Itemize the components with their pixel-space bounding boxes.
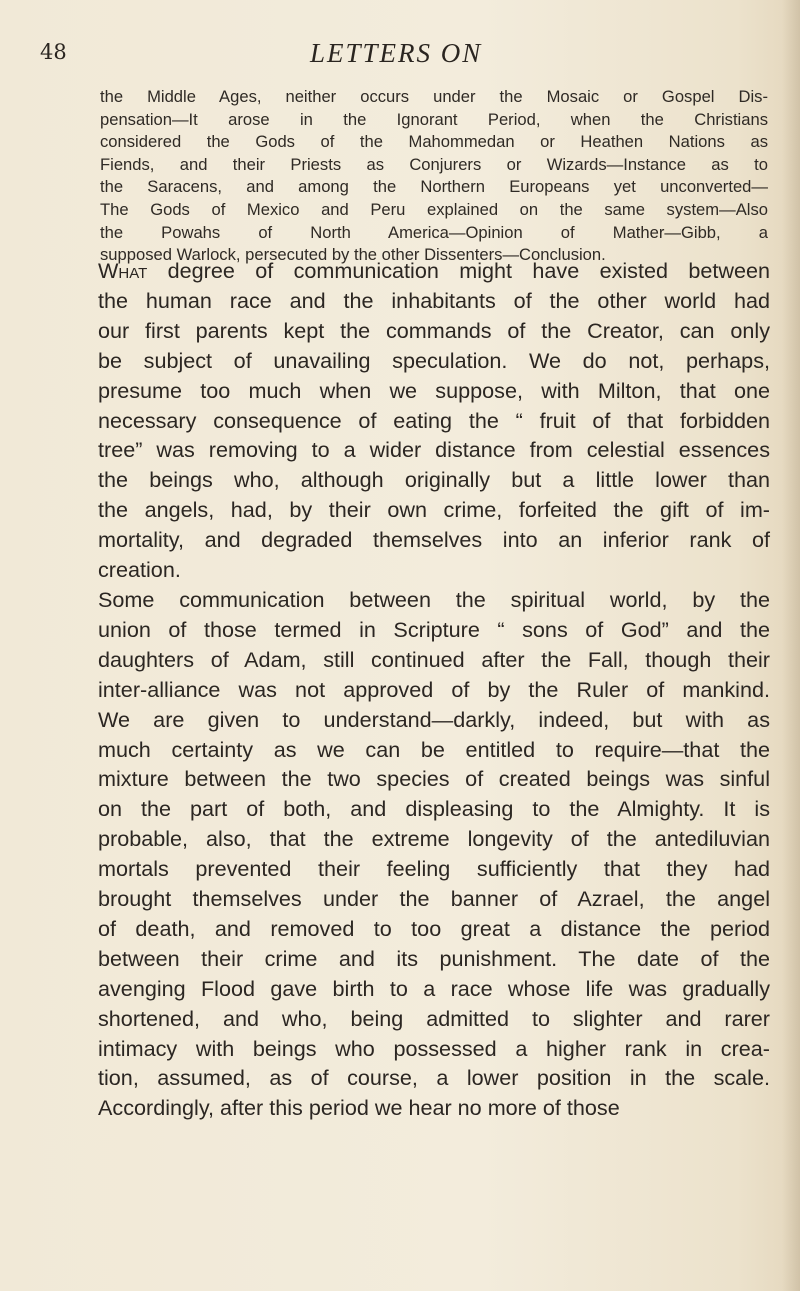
paragraph-line: tree” was removing to a wider distance from celestial essences [98, 437, 770, 463]
paragraph-line: shortened, and who, being admitted to slighter and rarer [98, 1005, 770, 1031]
paragraph-1 [98, 256, 770, 585]
paragraph-line: our first parents kept the commands of the Creator, can only [98, 317, 770, 343]
paragraph-line: on the part of both, and displeasing to the Almighty. It is [98, 796, 770, 822]
page-edge-shadow [782, 0, 800, 1291]
paragraph-line: necessary consequence of eating the “ fruit of that forbidden [98, 407, 770, 433]
paragraph-2 [98, 585, 770, 1123]
paragraph-line: mortality, and degraded themselves into an inferior rank of [98, 527, 770, 553]
paragraph-line: tion, assumed, as of course, a lower position in the scale. [98, 1065, 770, 1091]
paragraph-line: brought themselves under the banner of Azrael, the angel [98, 886, 770, 912]
synopsis-line: the Middle Ages, neither occurs under the Mosaic or Gospel Dis- [100, 87, 768, 106]
paragraph-line: Accordingly, after this period we hear no more of those [98, 1095, 620, 1121]
synopsis-line: Fiends, and their Priests as Conjurers or Wizards—Instance as to [100, 154, 768, 174]
paragraph-line: union of those termed in Scripture “ sons of God” and the [98, 616, 770, 642]
page-number: 48 [40, 40, 67, 64]
paragraph-line: of death, and removed to too great a distance the period [98, 915, 770, 941]
running-title: LETTERS ON [310, 38, 483, 68]
opening-word: What [98, 258, 148, 283]
chapter-synopsis [100, 86, 768, 267]
paragraph-line: presume too much when we suppose, with Milton, that one [98, 377, 770, 403]
paragraph-line: the angels, had, by their own crime, forfeited the gift of im- [98, 497, 770, 523]
paragraph-line: mortals prevented their feeling sufficiently that they had [98, 856, 770, 882]
paragraph-line: probable, also, that the extreme longevity of the antediluvian [98, 826, 770, 852]
paragraph-line: We are given to understand—darkly, indeed, but with as [98, 706, 770, 732]
paragraph-line: the beings who, although originally but a little lower than [98, 467, 770, 493]
paragraph-line: intimacy with beings who possessed a higher rank in crea- [98, 1035, 770, 1061]
paragraph-line: much certainty as we can be entitled to require—that the [98, 736, 770, 762]
paragraph-line [98, 256, 770, 286]
paragraph-line: avenging Flood gave birth to a race whose life was gradually [98, 975, 770, 1001]
synopsis-line: the Powahs of North America—Opinion of Mather—Gibb, a [100, 222, 768, 242]
paragraph-line: be subject of unavailing speculation. We do not, perhaps, [98, 347, 770, 373]
synopsis-line: the Saracens, and among the Northern Europeans yet unconverted— [100, 177, 768, 197]
paragraph-line: creation. [98, 557, 181, 583]
paragraph-line: the human race and the inhabitants of the other world had [98, 287, 770, 313]
paragraph-line: inter-alliance was not approved of by the Ruler of mankind. [98, 676, 770, 702]
paragraph-line: between their crime and its punishment. The date of the [98, 945, 770, 971]
first-line-rest: degree of communication might have existed between [147, 258, 770, 283]
paragraph-line: mixture between the two species of created beings was sinful [98, 766, 770, 792]
synopsis-line: pensation—It arose in the Ignorant Period, when the Christians [100, 109, 768, 129]
running-head [40, 38, 760, 78]
paragraph-line: Some communication between the spiritual world, by the [98, 586, 770, 612]
synopsis-line: supposed Warlock, persecuted by the other Dissenters—Conclusion. [100, 245, 606, 265]
paragraph-line: daughters of Adam, still continued after the Fall, though their [98, 646, 770, 672]
synopsis-line: considered the Gods of the Mahommedan or Heathen Nations as [100, 132, 768, 152]
body-text [98, 256, 770, 1123]
synopsis-line: The Gods of Mexico and Peru explained on the same system—Also [100, 199, 768, 219]
